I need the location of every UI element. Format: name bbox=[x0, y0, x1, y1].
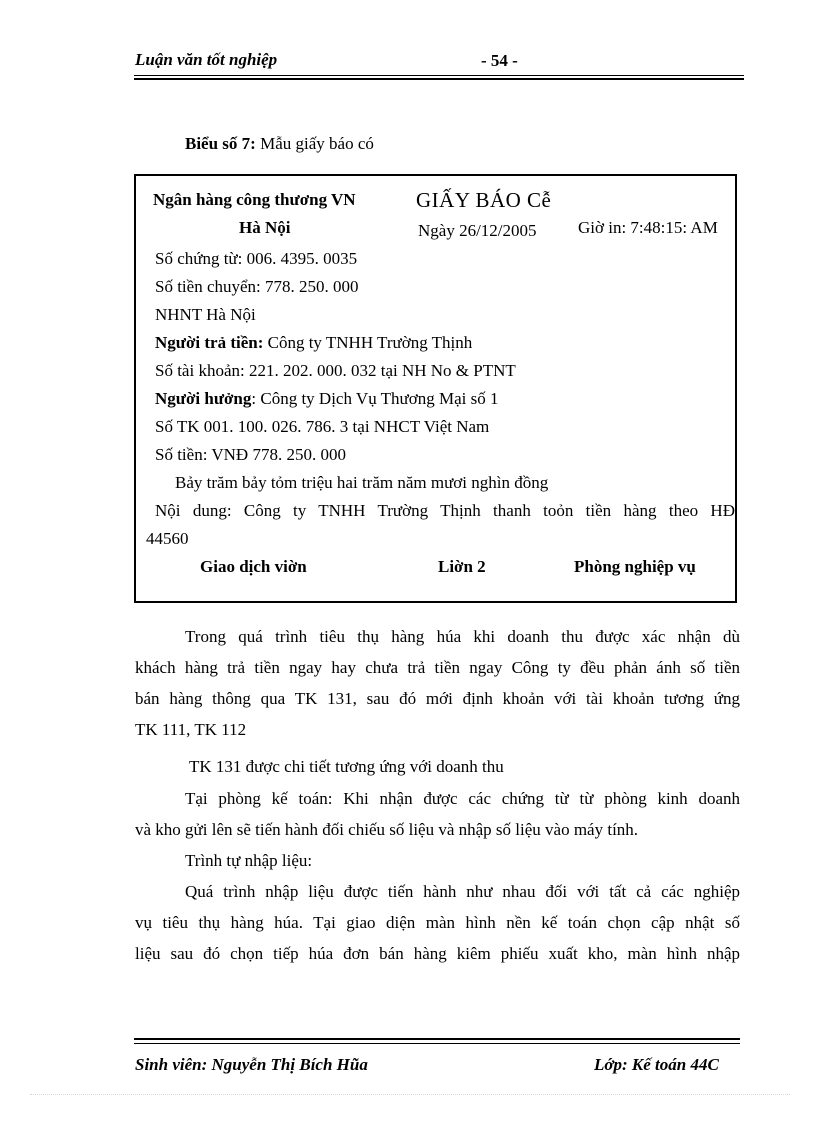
paragraph-1 bbox=[135, 621, 740, 745]
print-time: Giờ in: 7:48:15: AM bbox=[578, 218, 718, 237]
paragraph-1-line: Trong quá trình tiêu thụ hàng húa khi doanh thu được xác nhận dù bbox=[185, 627, 740, 646]
paragraph-3-line: Tại phòng kế toán: Khi nhận được các chứng từ từ phòng kinh doanh bbox=[185, 789, 740, 808]
payee-line bbox=[155, 389, 498, 409]
payer-value: Công ty TNHH Trường Thịnh bbox=[263, 333, 473, 352]
payee-value: : Công ty Dịch Vụ Thương Mại số 1 bbox=[251, 389, 499, 408]
voucher-number: Số chứng từ: 006. 4395. 0035 bbox=[155, 249, 358, 268]
footer-student: Sinh viên: Nguyễn Thị Bích Hũa bbox=[135, 1055, 368, 1074]
payer-account: Số tài khoản: 221. 202. 000. 032 tại NH No & PTNT bbox=[155, 361, 516, 380]
paragraph-1-line: khách hàng trả tiền ngay hay chưa trả tiền ngay Công ty đều phản ánh số tiền bbox=[135, 658, 740, 677]
paragraph-1-line: bán hàng thông qua TK 131, sau đó mới định khoản với tài khoản tương ứng bbox=[135, 689, 740, 708]
paragraph-5-line: vụ tiêu thụ hàng húa. Tại giao diện màn hình nền kế toán chọn cập nhật số bbox=[135, 913, 740, 932]
footer-rule-thin bbox=[134, 1043, 740, 1044]
payee-account: Số TK 001. 100. 026. 786. 3 tại NHCT Việt Nam bbox=[155, 417, 490, 436]
paragraph-1-last: TK 111, TK 112 bbox=[135, 720, 247, 739]
payee-label: Người hưởng bbox=[155, 389, 252, 408]
amount: Số tiền: VNĐ 778. 250. 000 bbox=[155, 445, 346, 464]
payer-label: Người trả tiền: bbox=[155, 333, 264, 352]
signature-copy: Liờn 2 bbox=[438, 557, 486, 576]
signature-department: Phòng nghiệp vụ bbox=[574, 557, 696, 576]
payer-line bbox=[155, 333, 472, 353]
footer-rule-thick bbox=[134, 1038, 740, 1040]
paragraph-5-line: Quá trình nhập liệu được tiến hành như nhau đối với tất cả các nghiệp bbox=[185, 882, 740, 901]
header-title: Luận văn tốt nghiệp bbox=[135, 50, 278, 69]
transfer-amount: Số tiền chuyển: 778. 250. 000 bbox=[155, 277, 359, 296]
bank-code: NHNT Hà Nội bbox=[155, 305, 256, 324]
paragraph-5-line: liệu sau đó chọn tiếp húa đơn bán hàng kiêm phiếu xuất kho, màn hình nhập bbox=[135, 944, 740, 963]
paragraph-2: TK 131 được chi tiết tương ứng với doanh thu bbox=[189, 757, 504, 776]
content-line-2: 44560 bbox=[146, 529, 189, 548]
footer-class: Lớp: Kế toán 44C bbox=[594, 1055, 719, 1074]
paragraph-3-last: và kho gửi lên sẽ tiến hành đối chiếu số liệu và nhập số liệu vào máy tính. bbox=[135, 820, 639, 839]
caption-text: Mẫu giấy báo có bbox=[255, 134, 374, 153]
voucher-title: GIẤY BÁO Cễ bbox=[416, 188, 552, 212]
header-rule-thick bbox=[134, 78, 744, 80]
page-edge-dots bbox=[30, 1094, 790, 1095]
signature-teller: Giao dịch viờn bbox=[200, 557, 307, 576]
content-line-1: Nội dung: Công ty TNHH Trường Thịnh thanh toỏn tiền hàng theo HĐ bbox=[155, 501, 735, 520]
caption-label: Biểu số 7: bbox=[185, 134, 256, 153]
page-number: - 54 - bbox=[481, 51, 518, 70]
credit-voucher bbox=[134, 174, 737, 603]
amount-in-words: Bảy trăm bảy tỏm triệu hai trăm năm mươi nghìn đồng bbox=[175, 473, 549, 492]
bank-name: Ngân hàng công thương VN bbox=[153, 190, 356, 209]
header-rule-thin bbox=[134, 75, 744, 76]
paragraph-3 bbox=[135, 783, 740, 845]
paragraph-5 bbox=[135, 876, 740, 969]
figure-caption bbox=[185, 134, 374, 154]
bank-branch: Hà Nội bbox=[239, 218, 291, 237]
paragraph-4: Trình tự nhập liệu: bbox=[185, 851, 313, 870]
voucher-date: Ngày 26/12/2005 bbox=[418, 221, 537, 240]
